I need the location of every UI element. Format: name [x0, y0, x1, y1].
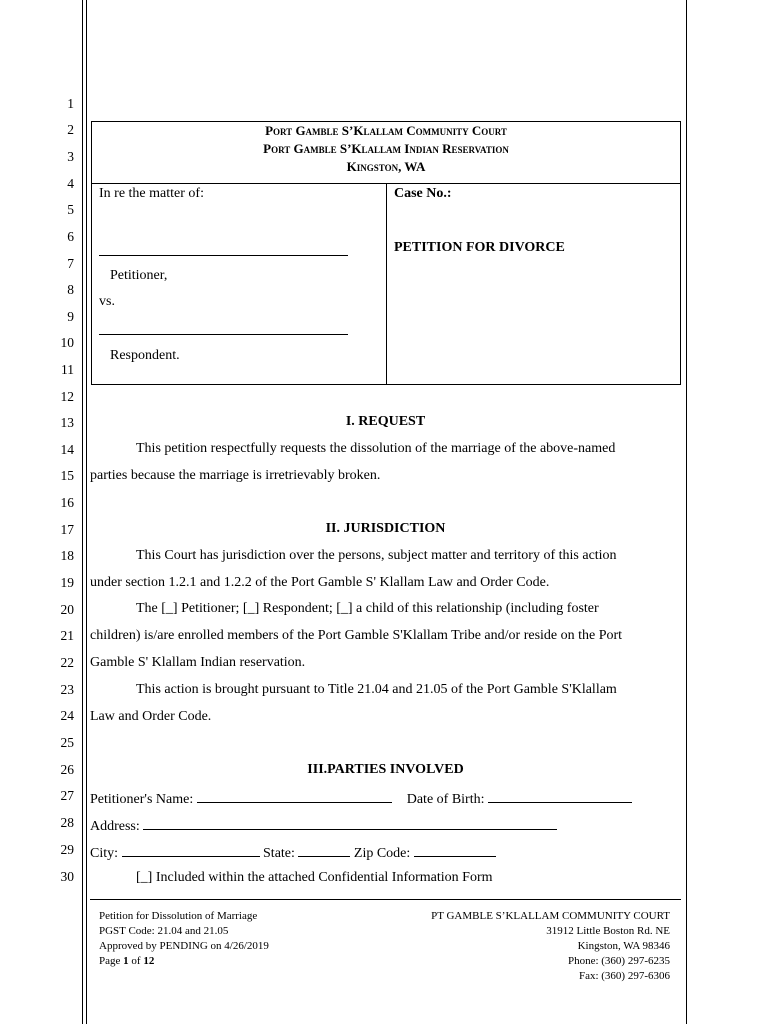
line-number: 18 [60, 548, 74, 563]
address-label: Address: [90, 819, 140, 834]
page-total: 12 [143, 955, 155, 967]
line-number: 29 [60, 842, 74, 857]
zip-code-field[interactable] [414, 843, 496, 857]
city-label: City: [90, 846, 119, 861]
line-number: 8 [67, 282, 74, 297]
section-heading-request: I. REQUEST [345, 414, 426, 429]
line-number: 19 [60, 575, 74, 590]
matter-label: In re the matter of: [99, 186, 204, 201]
right-margin-rule [686, 0, 687, 1024]
jurisdiction-text-line: The [_] Petitioner; [_] Respondent; [_] a child of this relationship (including foster [136, 601, 599, 616]
line-number: 15 [60, 468, 74, 483]
reservation-name: Port Gamble S’Klallam Indian Reservation [263, 141, 509, 156]
line-number: 4 [67, 176, 74, 191]
request-text-line: parties because the marriage is irretrievably broken. [90, 468, 381, 483]
case-caption-box [91, 121, 681, 385]
line-number: 27 [60, 788, 74, 803]
petitioner-name-label: Petitioner's Name: [90, 792, 194, 807]
line-number: 7 [67, 256, 74, 271]
line-number: 3 [67, 149, 74, 164]
line-number: 25 [60, 735, 74, 750]
line-number: 26 [60, 762, 74, 777]
state-label: State: [263, 846, 295, 861]
line-number: 30 [60, 869, 74, 884]
footer-page-number [99, 954, 154, 969]
confidential-info-checkbox-line[interactable]: [_] Included within the attached Confidential Information Form [136, 870, 493, 885]
line-number: 11 [61, 362, 74, 377]
left-margin-rule-outer [82, 0, 83, 1024]
caption-divider-vertical [386, 183, 387, 384]
page-of: of [131, 955, 141, 967]
state-field[interactable] [298, 843, 350, 857]
city-state-zip-row [90, 843, 496, 863]
jurisdiction-text-line: Gamble S' Klallam Indian reservation. [90, 655, 306, 670]
line-number: 6 [67, 229, 74, 244]
left-margin-rule-inner [86, 0, 87, 1024]
petitioner-label: Petitioner, [110, 268, 168, 283]
court-name: Port Gamble S’Klallam Community Court [265, 123, 507, 138]
footer-rule [90, 899, 681, 900]
request-text-line: This petition respectfully requests the dissolution of the marriage of the above-named [136, 441, 616, 456]
line-number: 17 [60, 522, 74, 537]
versus-label: vs. [99, 294, 115, 309]
footer-code: PGST Code: 21.04 and 21.05 [99, 925, 229, 937]
footer-city-state-zip: Kingston, WA 98346 [577, 940, 670, 952]
date-of-birth-label: Date of Birth: [406, 792, 485, 807]
respondent-label: Respondent. [110, 348, 180, 363]
footer-court-name: PT GAMBLE S’KLALLAM COMMUNITY COURT [431, 910, 670, 922]
line-number: 14 [60, 442, 74, 457]
petitioner-name-row [90, 789, 632, 809]
footer-street-address: 31912 Little Boston Rd. NE [546, 925, 670, 937]
document-title: PETITION FOR DIVORCE [394, 240, 565, 255]
address-row [90, 816, 557, 836]
line-number: 1 [67, 96, 74, 111]
jurisdiction-text-line: This action is brought pursuant to Title 21.04 and 21.05 of the Port Gamble S'Klallam [136, 682, 617, 697]
city-field[interactable] [122, 843, 260, 857]
petitioner-name-field[interactable] [197, 789, 392, 803]
line-number: 24 [60, 708, 74, 723]
footer-form-title: Petition for Dissolution of Marriage [99, 910, 258, 922]
jurisdiction-text-line: children) is/are enrolled members of the Port Gamble S'Klallam Tribe and/or reside on the Port [90, 628, 623, 643]
respondent-name-line [99, 334, 348, 335]
line-number: 2 [67, 122, 74, 137]
line-number: 16 [60, 495, 74, 510]
footer-phone: Phone: (360) 297-6235 [567, 955, 670, 967]
line-number: 20 [60, 602, 74, 617]
line-number: 13 [60, 415, 74, 430]
section-heading-jurisdiction: II. JURISDICTION [325, 521, 446, 536]
line-number: 10 [60, 335, 74, 350]
date-of-birth-field[interactable] [488, 789, 632, 803]
jurisdiction-text-line: This Court has jurisdiction over the persons, subject matter and territory of this action [136, 548, 617, 563]
page-current: 1 [123, 955, 129, 967]
jurisdiction-text-line: under section 1.2.1 and 1.2.2 of the Port Gamble S' Klallam Law and Order Code. [90, 575, 550, 590]
line-number: 28 [60, 815, 74, 830]
line-number: 12 [60, 389, 74, 404]
jurisdiction-text-line: Law and Order Code. [90, 709, 212, 724]
line-number: 9 [67, 309, 74, 324]
line-number: 5 [67, 202, 74, 217]
line-number: 22 [60, 655, 74, 670]
address-field[interactable] [143, 816, 557, 830]
zip-code-label: Zip Code: [353, 846, 411, 861]
petitioner-name-line [99, 255, 348, 256]
footer-approval: Approved by PENDING on 4/26/2019 [99, 940, 269, 952]
section-heading-parties: III.PARTIES INVOLVED [307, 762, 464, 777]
page-prefix: Page [99, 955, 121, 967]
court-location: Kingston, WA [346, 159, 426, 174]
line-number: 21 [60, 628, 74, 643]
case-number-label: Case No.: [394, 186, 452, 201]
line-number: 23 [60, 682, 74, 697]
footer-fax: Fax: (360) 297-6306 [578, 970, 670, 982]
